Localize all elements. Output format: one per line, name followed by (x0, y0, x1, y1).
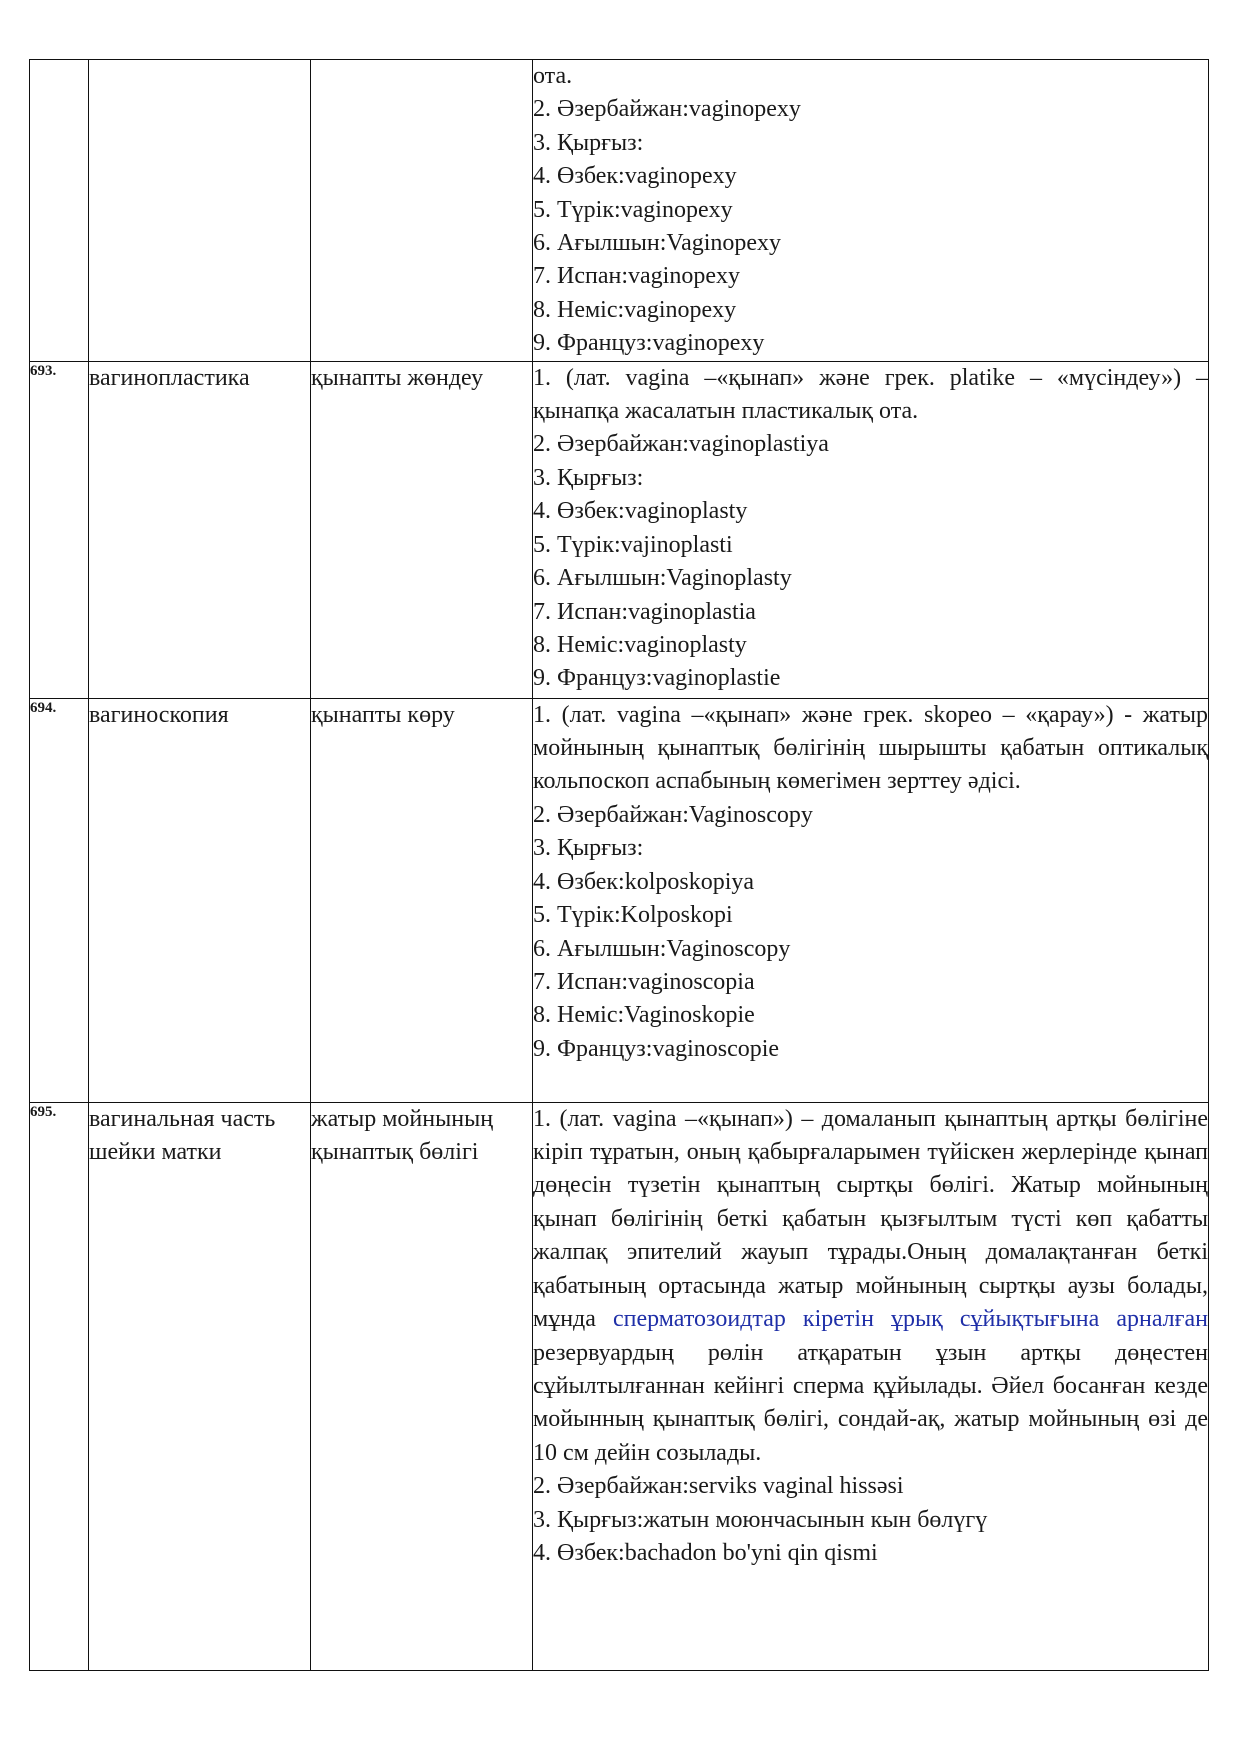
russian-term: вагиноскопия (89, 698, 311, 1102)
entry-number (30, 60, 89, 362)
kazakh-term (311, 60, 533, 362)
definition-text-start: 1. (лат. vagina –«қынап») – домаланып қынаптың артқы бөлігіне кіріп тұратын, оның қабырғаларымен түйіскен жерлерінде қынап дөңесін түзетін қынаптың сыртқы бөлігі. Жатыр мойнының қынап бөлігінің беткі қабатын қызғылтым түсті көп қабатты жалпақ эпителий жауып тұрады.Оның домалақтанған беткі қабатының ортасында жатыр мойнының сыртқы аузы болады, мұнда (533, 1105, 1208, 1333)
table-row (30, 698, 1209, 1102)
translation-french: 9. Француз:vaginoplastie (533, 665, 781, 692)
translation-turkish: 5. Түрік:Kolposkopi (533, 902, 733, 929)
translation-kyrgyz: 3. Қырғыз: (533, 835, 644, 862)
kazakh-term: қынапты көру (311, 698, 533, 1102)
translation-uzbek: 4. Өзбек:bachadon bo'yni qin qismi (533, 1539, 878, 1566)
translation-uzbek: 4. Өзбек:kolposkopiya (533, 868, 755, 895)
translation-uzbek: 4. Өзбек:vaginoplasty (533, 498, 748, 525)
translation-spanish: 7. Испан:vaginoplastia (533, 598, 756, 625)
entry-number: 693. (30, 361, 89, 698)
definition-line: ота. (533, 63, 573, 89)
translation-kyrgyz: 3. Қырғыз: (533, 129, 644, 156)
definition-link-text[interactable]: сперматозоидтар кіретін ұрық сұйықтығына арналған (613, 1306, 1209, 1333)
translation-german: 8. Неміс:Vaginoskopie (533, 1002, 755, 1029)
definition-cell (533, 361, 1209, 698)
table-row (30, 1102, 1209, 1670)
definition-cell (533, 60, 1209, 362)
translation-spanish: 7. Испан:vaginoscopia (533, 968, 755, 995)
translation-azerbaijani: 2. Әзербайжан:Vaginoscopy (533, 801, 813, 828)
table-row (30, 60, 1209, 362)
translation-english: 6. Ағылшын:Vaginoplasty (533, 565, 792, 592)
entry-number: 694. (30, 698, 89, 1102)
kazakh-term: қынапты жөндеу (311, 361, 533, 698)
definition-cell (533, 1102, 1209, 1670)
definition-text: 1. (лат. vagina –«қынап» және грек. skopeo – «қарау») - жатыр мойнының қынаптық бөлігінің шырышты қабатын оптикалық кольпоскоп аспабының көмегімен зерттеу әдісі. (533, 701, 1208, 795)
translation-english: 6. Ағылшын:Vaginopexy (533, 230, 782, 257)
dictionary-table (29, 59, 1209, 1671)
table-row (30, 361, 1209, 698)
translation-spanish: 7. Испан:vaginopexy (533, 263, 740, 290)
translation-turkish: 5. Түрік:vajinoplasti (533, 531, 733, 558)
translation-french: 9. Француз:vaginoscopie (533, 1035, 780, 1062)
definition-text-end: резервуардың рөлін атқаратын ұзын артқы дөңестен сұйылтылғаннан кейінгі сперма құйылады. Әйел босанған кезде мойынның қынаптық бөлігі, сондай-ақ, жатыр мойнының өзі де 10 см дейін созылады. (533, 1339, 1208, 1466)
russian-term: вагинопластика (89, 361, 311, 698)
translation-turkish: 5. Түрік:vaginopexy (533, 196, 733, 223)
definition-cell (533, 698, 1209, 1102)
kazakh-term: жатыр мойнының қынаптық бөлігі (311, 1102, 533, 1670)
translation-kyrgyz: 3. Қырғыз: (533, 464, 644, 491)
translation-uzbek: 4. Өзбек:vaginopexy (533, 163, 737, 190)
translation-azerbaijani: 2. Әзербайжан:vaginoplastiya (533, 431, 829, 458)
translation-azerbaijani: 2. Әзербайжан:serviks vaginal hissəsi (533, 1473, 904, 1500)
translation-english: 6. Ағылшын:Vaginoscopy (533, 935, 791, 962)
russian-term: вагинальная часть шейки матки (89, 1102, 311, 1670)
translation-kyrgyz: 3. Қырғыз:жатын моюнчасынын кын бөлүгү (533, 1506, 988, 1533)
definition-text (533, 1103, 1208, 1470)
russian-term (89, 60, 311, 362)
translation-french: 9. Француз:vaginopexy (533, 330, 765, 357)
entry-number: 695. (30, 1102, 89, 1670)
translation-german: 8. Неміс:vaginopexy (533, 296, 737, 323)
translation-german: 8. Неміс:vaginoplasty (533, 631, 747, 658)
definition-text: 1. (лат. vagina –«қынап» және грек. platike – «мүсіндеу») – қынапқа жасалатын пластикалық ота. (533, 364, 1208, 425)
translation-azerbaijani: 2. Әзербайжан:vaginopexy (533, 96, 801, 123)
